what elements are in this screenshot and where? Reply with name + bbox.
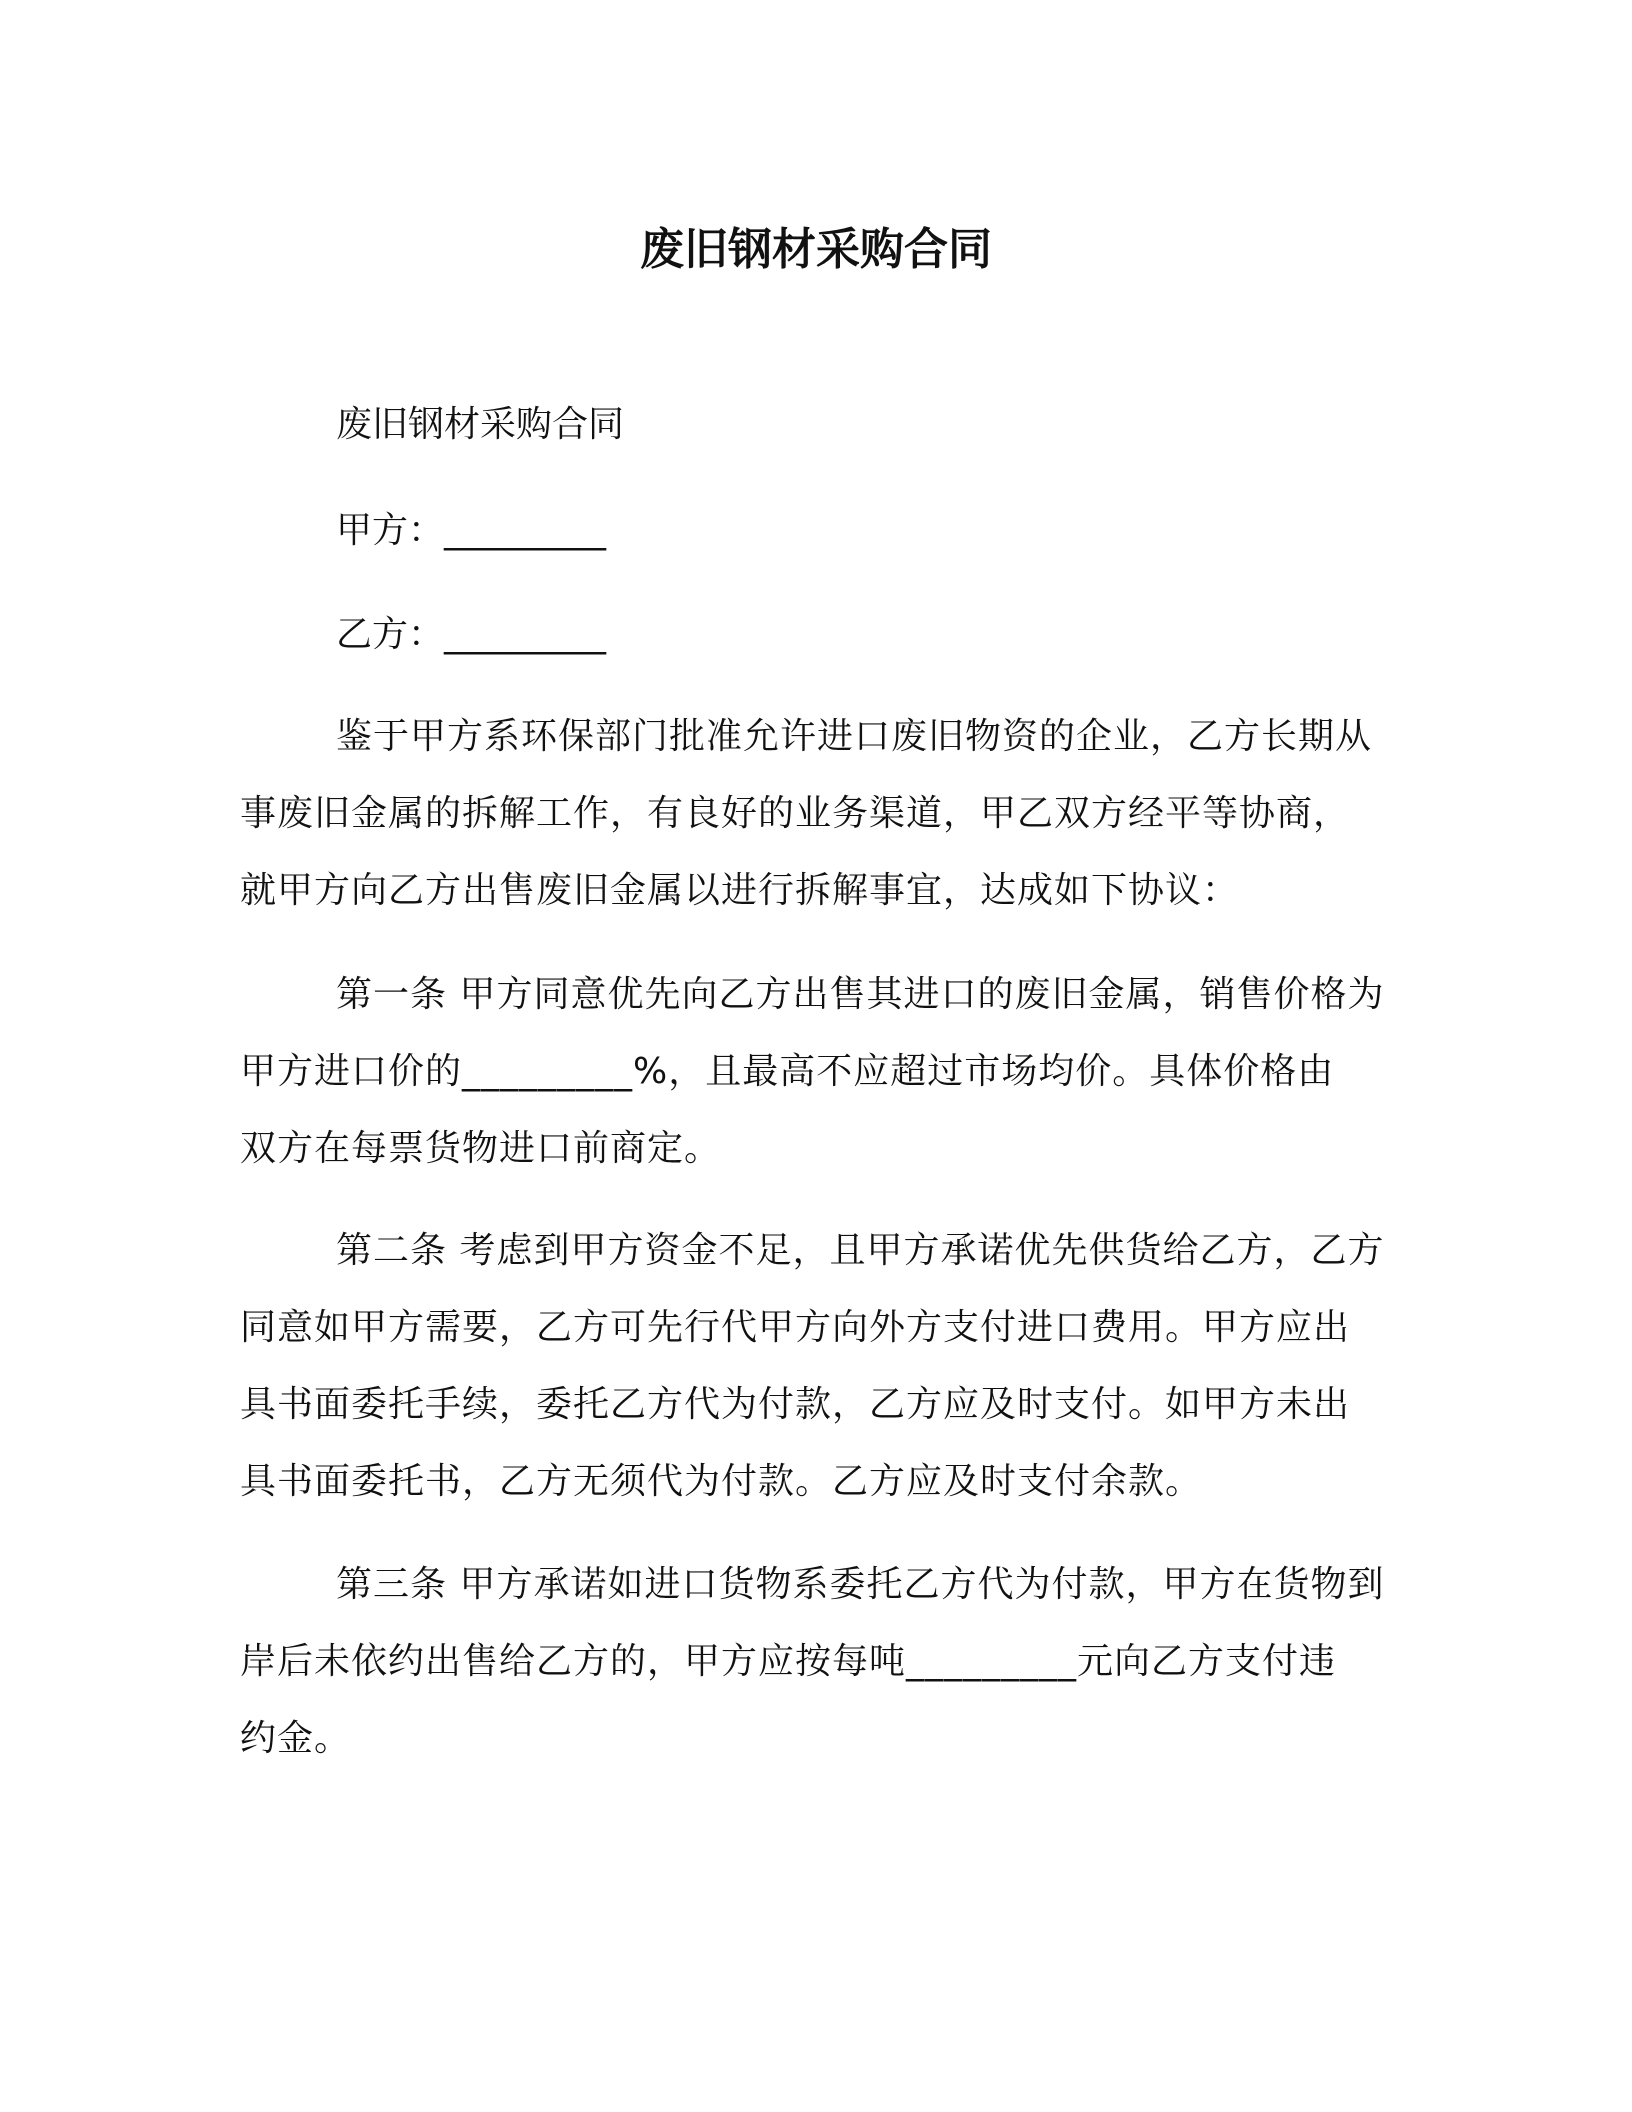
document-title: 废旧钢材采购合同 [640,224,992,275]
party-a-line: 甲方：_________ [336,510,607,551]
paragraph-line: 具书面委托书，乙方无须代为付款。乙方应及时支付余款。 [240,1461,1203,1502]
paragraph-line: 岸后未依约出售给乙方的，甲方应按每吨_________元向乙方支付违 [240,1641,1337,1682]
paragraph-line: 甲方进口价的_________%，且最高不应超过市场均价。具体价格由 [240,1051,1335,1092]
paragraph-line: 约金。 [240,1718,352,1759]
article-1-paragraph [240,956,1390,1187]
paragraph-line: 同意如甲方需要，乙方可先行代甲方向外方支付进口费用。甲方应出 [240,1307,1351,1348]
paragraph-line: 双方在每票货物进口前商定。 [240,1128,722,1169]
paragraph-line: 事废旧金属的拆解工作，有良好的业务渠道，甲乙双方经平等协商， [240,793,1351,834]
article-3-paragraph [240,1546,1390,1777]
paragraph-line: 第三条 甲方承诺如进口货物系委托乙方代为付款，甲方在货物到 [336,1564,1385,1605]
paragraph-line: 具书面委托手续，委托乙方代为付款，乙方应及时支付。如甲方未出 [240,1384,1351,1425]
document-subtitle: 废旧钢材采购合同 [336,404,625,445]
article-2-paragraph [240,1212,1390,1520]
paragraph-line: 第一条 甲方同意优先向乙方出售其进口的废旧金属，销售价格为 [336,974,1385,1015]
party-b-line: 乙方：_________ [336,614,607,655]
paragraph-line: 鉴于甲方系环保部门批准允许进口废旧物资的企业，乙方长期从 [336,716,1373,757]
paragraph-line: 第二条 考虑到甲方资金不足，且甲方承诺优先供货给乙方，乙方 [336,1230,1385,1271]
preamble-paragraph [240,698,1390,929]
paragraph-line: 就甲方向乙方出售废旧金属以进行拆解事宜，达成如下协议： [240,870,1240,911]
